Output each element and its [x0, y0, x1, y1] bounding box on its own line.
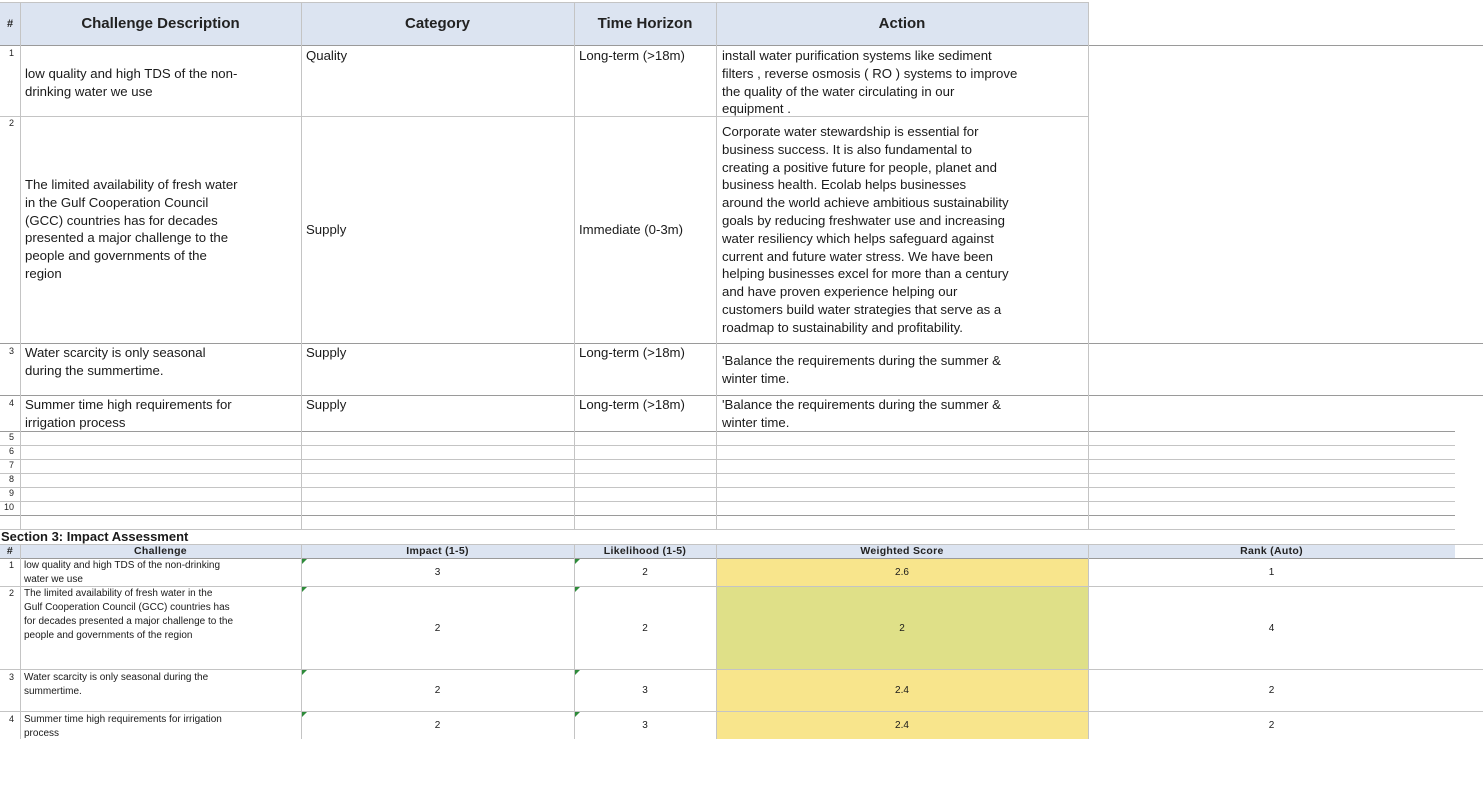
- challenge-description-cell[interactable]: Water scarcity is only seasonal during the summertime.: [25, 345, 206, 378]
- grid-line: [0, 431, 1455, 432]
- likelihood-cell[interactable]: 3: [642, 685, 648, 696]
- action-cell[interactable]: 'Balance the requirements during the summer & winter time.: [722, 352, 1001, 386]
- weighted-score-cell[interactable]: 2.6: [895, 567, 909, 578]
- action-cell[interactable]: install water purification systems like sediment filters , reverse osmosis ( RO ) systems to improve the quality of the water circulating in our equipment .: [722, 48, 1018, 116]
- challenge-description-cell[interactable]: The limited availability of fresh water in the Gulf Cooperation Council (GCC) countries has for decades presented a major challenge to the people and governments of the region: [25, 177, 238, 281]
- grid-line: [0, 343, 1483, 344]
- header-challenge-description[interactable]: Challenge Description: [20, 2, 301, 45]
- rank-cell[interactable]: 1: [1268, 567, 1275, 578]
- challenge-cell[interactable]: Summer time high requirements for irrigation process: [24, 714, 222, 739]
- grid-line: [0, 473, 1455, 474]
- formula-marker-icon: [302, 559, 307, 564]
- row-number[interactable]: 10: [4, 502, 15, 512]
- header-num[interactable]: #: [0, 2, 20, 45]
- category-cell[interactable]: Supply: [306, 345, 347, 360]
- grid-line: [0, 669, 1483, 670]
- grid-line: [0, 459, 1455, 460]
- weighted-score-cell[interactable]: 2.4: [895, 685, 909, 696]
- header-action[interactable]: Action: [716, 2, 1088, 45]
- header-challenge[interactable]: Challenge: [20, 544, 301, 558]
- time-horizon-cell[interactable]: Immediate (0-3m): [579, 222, 684, 237]
- grid-line: [20, 2, 21, 529]
- header-num[interactable]: #: [0, 544, 20, 558]
- time-horizon-cell[interactable]: Long-term (>18m): [579, 48, 685, 63]
- grid-line: [716, 544, 717, 739]
- row-number[interactable]: 3: [9, 346, 15, 356]
- action-cell[interactable]: Corporate water stewardship is essential for business success. It is also fundamental to creating a positive future for people, planet and business health. Ecolab helps businesses around the world achieve ambitious sustainability goals by reducing freshwater use and increasing water resiliency which helps safeguard against current and future water stress. We have been helping businesses excel for more than a century and have proven experience helping our customers build water strategies that serve as a roadmap to sustainability and profitability.: [722, 124, 1009, 335]
- weighted-score-cell[interactable]: 2.4: [895, 720, 909, 731]
- row-number[interactable]: 9: [9, 488, 15, 498]
- grid-line: [0, 515, 1455, 516]
- impact-cell[interactable]: 2: [434, 622, 441, 634]
- grid-line: [0, 487, 1455, 488]
- time-horizon-cell[interactable]: Long-term (>18m): [579, 397, 685, 412]
- row-number[interactable]: 5: [9, 432, 15, 442]
- grid-line: [0, 558, 1483, 559]
- grid-line: [574, 2, 575, 529]
- impact-cell[interactable]: 2: [434, 720, 441, 731]
- impact-cell[interactable]: 2: [434, 685, 441, 696]
- challenge-cell[interactable]: The limited availability of fresh water in the Gulf Cooperation Council (GCC) countries has for decades presented a major challenge to the people and governments of the region: [24, 588, 234, 641]
- category-cell[interactable]: Supply: [306, 222, 347, 237]
- header-weighted-score[interactable]: Weighted Score: [716, 544, 1088, 558]
- grid-line: [0, 586, 1483, 587]
- formula-marker-icon: [302, 670, 307, 675]
- formula-marker-icon: [302, 712, 307, 717]
- likelihood-cell[interactable]: 3: [642, 720, 648, 731]
- action-cell[interactable]: 'Balance the requirements during the summer & winter time.: [722, 397, 1001, 430]
- formula-marker-icon: [575, 670, 580, 675]
- row-number[interactable]: 8: [9, 474, 15, 484]
- challenge-description-cell[interactable]: Summer time high requirements for irrigation process: [25, 397, 232, 430]
- likelihood-cell[interactable]: 2: [642, 622, 648, 634]
- header-rank[interactable]: Rank (Auto): [1088, 544, 1455, 558]
- category-cell[interactable]: Quality: [306, 48, 348, 63]
- header-likelihood[interactable]: Likelihood (1-5): [574, 544, 716, 558]
- weighted-score-cell[interactable]: 2: [899, 622, 905, 634]
- challenge-cell[interactable]: low quality and high TDS of the non-drinking water we use: [24, 560, 221, 585]
- rank-cell[interactable]: 2: [1268, 720, 1275, 731]
- impact-cell[interactable]: 3: [434, 567, 441, 578]
- challenge-cell[interactable]: Water scarcity is only seasonal during the summertime.: [24, 672, 209, 697]
- grid-line: [301, 2, 302, 529]
- challenge-description-cell[interactable]: low quality and high TDS of the non- drinking water we use: [25, 65, 238, 99]
- row-number[interactable]: 1: [9, 48, 15, 58]
- header-category[interactable]: Category: [301, 2, 574, 45]
- grid-line: [0, 711, 1483, 712]
- formula-marker-icon: [575, 712, 580, 717]
- grid-line: [0, 544, 1483, 545]
- grid-line: [0, 2, 1088, 3]
- row-number[interactable]: 2: [9, 588, 15, 598]
- grid-line: [0, 45, 1483, 46]
- grid-line: [0, 445, 1455, 446]
- grid-line: [0, 116, 1088, 117]
- formula-marker-icon: [575, 587, 580, 592]
- formula-marker-icon: [575, 559, 580, 564]
- rank-cell[interactable]: 2: [1268, 685, 1275, 696]
- grid-line: [1088, 2, 1089, 529]
- section-title: Section 3: Impact Assessment: [1, 529, 189, 544]
- time-horizon-cell[interactable]: Long-term (>18m): [579, 345, 685, 360]
- header-time-horizon[interactable]: Time Horizon: [574, 2, 716, 45]
- row-number[interactable]: 7: [9, 460, 15, 470]
- row-number[interactable]: 6: [9, 446, 15, 456]
- row-number[interactable]: 4: [9, 398, 15, 408]
- likelihood-cell[interactable]: 2: [642, 567, 648, 578]
- grid-line: [1088, 544, 1089, 739]
- grid-line: [716, 2, 717, 529]
- rank-cell[interactable]: 4: [1268, 622, 1275, 634]
- grid-line: [574, 544, 575, 739]
- row-number[interactable]: 3: [9, 672, 15, 682]
- row-number[interactable]: 2: [9, 118, 15, 128]
- grid-line: [0, 501, 1455, 502]
- grid-line: [20, 544, 21, 739]
- row-number[interactable]: 1: [9, 560, 15, 570]
- grid-line: [301, 544, 302, 739]
- grid-line: [0, 395, 1483, 396]
- formula-marker-icon: [302, 587, 307, 592]
- header-impact[interactable]: Impact (1-5): [301, 544, 574, 558]
- row-number[interactable]: 4: [9, 714, 15, 724]
- category-cell[interactable]: Supply: [306, 397, 347, 412]
